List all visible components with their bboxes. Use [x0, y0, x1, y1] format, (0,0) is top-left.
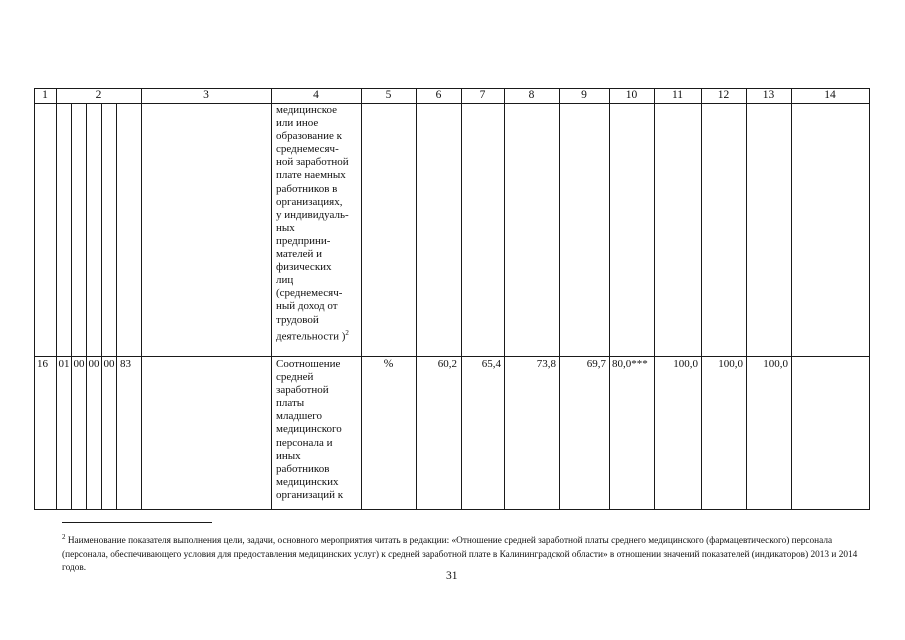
desc-last-text: деятельности ) [276, 330, 346, 343]
row2-value-7: 65,4 [481, 358, 501, 370]
row2-code-1: 01 [58, 358, 70, 370]
row2-indicator-description [276, 358, 360, 502]
header-cell-11: 11 [671, 89, 684, 101]
header-cell-14: 14 [824, 89, 836, 101]
desc-line: у индивидуаль- [276, 208, 349, 221]
header-cell-10: 10 [625, 89, 638, 101]
page-number: 31 [446, 570, 458, 582]
header-cell-12: 12 [717, 89, 730, 101]
header-cell-6: 6 [435, 89, 442, 101]
desc-line: образование к [276, 130, 342, 143]
footnote-text: Наименование показателя выполнения цели, задачи, основного мероприятия читать в редакции: «Отношение средней заработной платы среднего медицинского (фармацевтического) персонала (персонала, обеспечивающего условия для предоставления медицинских услуг) к средней заработной плате в Калининградской области» в отношении значений показателей (индикаторов) 2013 и 2014 годов. [62, 536, 858, 574]
desc-line: или иное [276, 117, 319, 130]
col-border [746, 88, 747, 510]
desc-line: мателей и [276, 248, 323, 261]
row2-value-10: 80,0*** [612, 358, 648, 370]
desc-line: физических [276, 261, 332, 274]
desc-line: младшего [276, 410, 323, 423]
row2-value-11: 100,0 [673, 358, 698, 370]
col-border [609, 88, 610, 510]
col-border [461, 88, 462, 510]
col-border [34, 88, 35, 510]
desc-line: организаций к [276, 488, 344, 501]
col-border [56, 88, 57, 510]
col-border [869, 88, 870, 510]
row2-unit: % [383, 358, 394, 370]
desc-line: работников [276, 462, 330, 475]
desc-line: предприни- [276, 234, 331, 247]
row2-value-6: 60,2 [437, 358, 457, 370]
col-border [791, 88, 792, 510]
desc-line-last [276, 327, 360, 344]
desc-line: медицинских [276, 475, 339, 488]
desc-line: (среднемесяч- [276, 287, 343, 300]
desc-line: организациях, [276, 195, 343, 208]
header-cell-3: 3 [203, 89, 209, 101]
desc-line: плате наемных [276, 169, 346, 182]
col-border [271, 88, 272, 510]
desc-line: медицинское [276, 104, 338, 116]
desc-line: лиц [276, 274, 294, 287]
desc-line: трудовой [276, 313, 319, 326]
indicator-table [34, 88, 870, 510]
desc-line: платы [276, 397, 305, 410]
row2-value-13: 100,0 [763, 358, 788, 370]
desc-line: персонала и [276, 436, 333, 449]
col-border [559, 88, 560, 510]
col-border [701, 88, 702, 510]
desc-line: медицинского [276, 423, 342, 436]
desc-line: средней [276, 371, 314, 384]
subcol-border [86, 103, 87, 510]
col-border [416, 88, 417, 510]
col-border [654, 88, 655, 510]
header-cell-13: 13 [762, 89, 775, 101]
row1-indicator-description [276, 104, 360, 343]
subcol-border [101, 103, 102, 510]
footnote-ref: 2 [345, 328, 349, 337]
header-cell-7: 7 [479, 89, 486, 101]
row2-value-9: 69,7 [586, 358, 606, 370]
desc-line: Соотношение [276, 358, 341, 370]
col-border [504, 88, 505, 510]
desc-line: ных [276, 221, 295, 234]
header-cell-4: 4 [313, 89, 319, 101]
row2-code-5: 83 [120, 358, 131, 370]
header-cell-8: 8 [528, 89, 535, 101]
subcol-border [116, 103, 117, 510]
desc-line: ной заработной [276, 156, 349, 169]
desc-line: ный доход от [276, 300, 338, 313]
row2-value-12: 100,0 [718, 358, 743, 370]
header-cell-1: 1 [42, 89, 48, 101]
footnote-separator [62, 522, 212, 523]
desc-line: работников в [276, 182, 338, 195]
row2-code-4: 00 [103, 358, 115, 370]
desc-line: среднемесяч- [276, 143, 339, 156]
row2-code-2: 00 [73, 358, 85, 370]
footnote [62, 531, 862, 576]
row2-value-8: 73,8 [536, 358, 556, 370]
header-bottom-border [34, 103, 870, 104]
row2-code-3: 00 [88, 358, 100, 370]
header-cell-9: 9 [581, 89, 587, 101]
header-cell-5: 5 [385, 89, 392, 101]
subcol-border [71, 103, 72, 510]
header-cell-2: 2 [95, 89, 102, 101]
col-border [141, 88, 142, 510]
footnote-marker: 2 [62, 533, 66, 541]
desc-line: заработной [276, 384, 329, 397]
desc-line: иных [276, 449, 301, 462]
table-bottom-border [34, 509, 870, 510]
col-border [361, 88, 362, 510]
row2-number: 16 [37, 358, 48, 370]
